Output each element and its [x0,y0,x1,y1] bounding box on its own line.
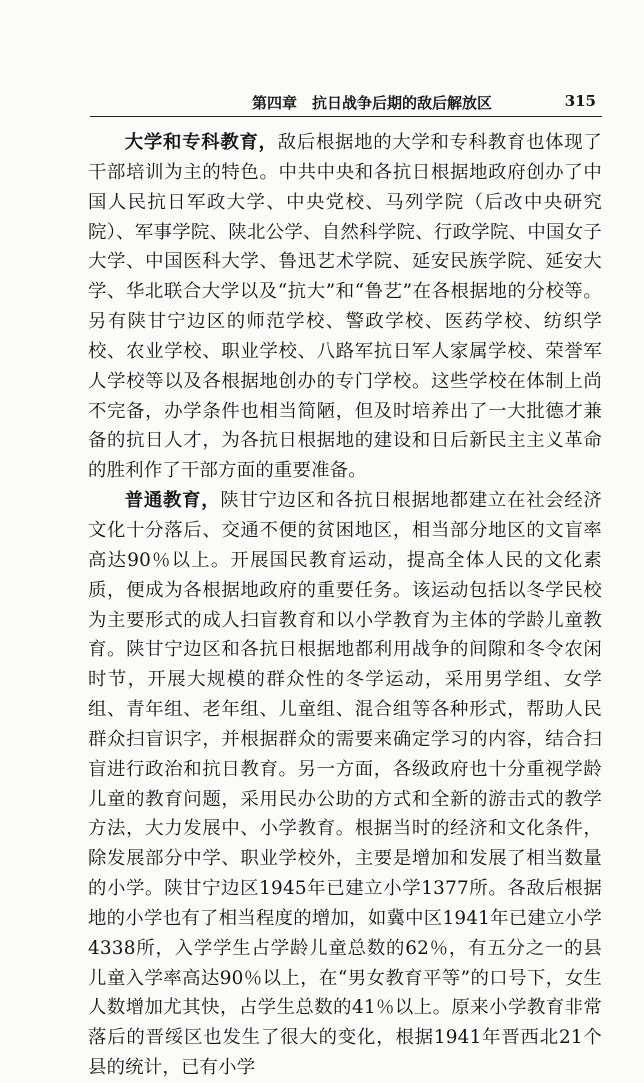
paragraph-higher-education [88,128,602,486]
page-header [90,92,602,122]
paragraph-lead: 大学和专科教育， [124,132,278,153]
paragraph-lead: 普通教育， [124,490,221,512]
paragraph-text: 敌后根据地的大学和专科教育也体现了干部培训为主的特色。中共中央和各抗日根据地政府创办了中国人民抗日军政大学、中央党校、马列学院（后改中央研究院）、军事学院、陕北公学、自然科学院、行政学院、中国女子大学、中国医科大学、鲁迅艺术学院、延安民族学院、延安大学、华北联合大学以及“抗大”和“鲁艺”在各根据地的分校等。另有陕甘宁边区的师范学校、警政学校、医药学校、纺织学校、农业学校、职业学校、八路军抗日军人家属学校、荣誉军人学校等以及各根据地创办的专门学校。这些学校在体制上尚不完备，办学条件也相当简陋，但及时培养出了一大批德才兼备的抗日人才，为各抗日根据地的建设和日后新民主主义革命的胜利作了干部方面的重要准备。 [88,132,602,482]
paragraph-text: 陕甘宁边区和各抗日根据地都建立在社会经济文化十分落后、交通不便的贫困地区，相当部分地区的文盲率高达90％以上。开展国民教育运动，提高全体人民的文化素质，便成为各根据地政府的重要任务。该运动包括以冬学民校为主要形式的成人扫盲教育和以小学教育为主体的学龄儿童教育。陕甘宁边区和各抗日根据地都利用战争的间隙和冬令农闲时节，开展大规模的群众性的冬学运动，采用男学组、女学组、青年组、老年组、儿童组、混合组等各种形式，帮助人民群众扫盲识字，并根据群众的需要来确定学习的内容，结合扫盲进行政治和抗日教育。另一方面，各级政府也十分重视学龄儿童的教育问题，采用民办公助的方式和全新的游击式的教学方法，大力发展中、小学教育。根据当时的经济和文化条件，除发展部分中学、职业学校外，主要是增加和发展了相当数量的小学。陕甘宁边区1945年已建立小学1377所。各敌后根据地的小学也有了相当程度的增加，如冀中区1941年已建立小学4338所，入学学生占学龄儿童总数的62％，有五分之一的县儿童入学率高达90％以上，在“男女教育平等”的口号下，女生人数增加尤其快，占学生总数的41％以上。原来小学教育非常落后的晋绥区也发生了很大的变化，根据1941年晋西北21个县的统计，已有小学 [88,490,602,1079]
paragraph-general-education [88,486,602,1083]
chapter-title: 第四章 抗日战争后期的敌后解放区 [252,94,493,112]
header-rule [90,116,602,117]
page-number: 315 [564,92,596,110]
page-body [88,128,602,1083]
